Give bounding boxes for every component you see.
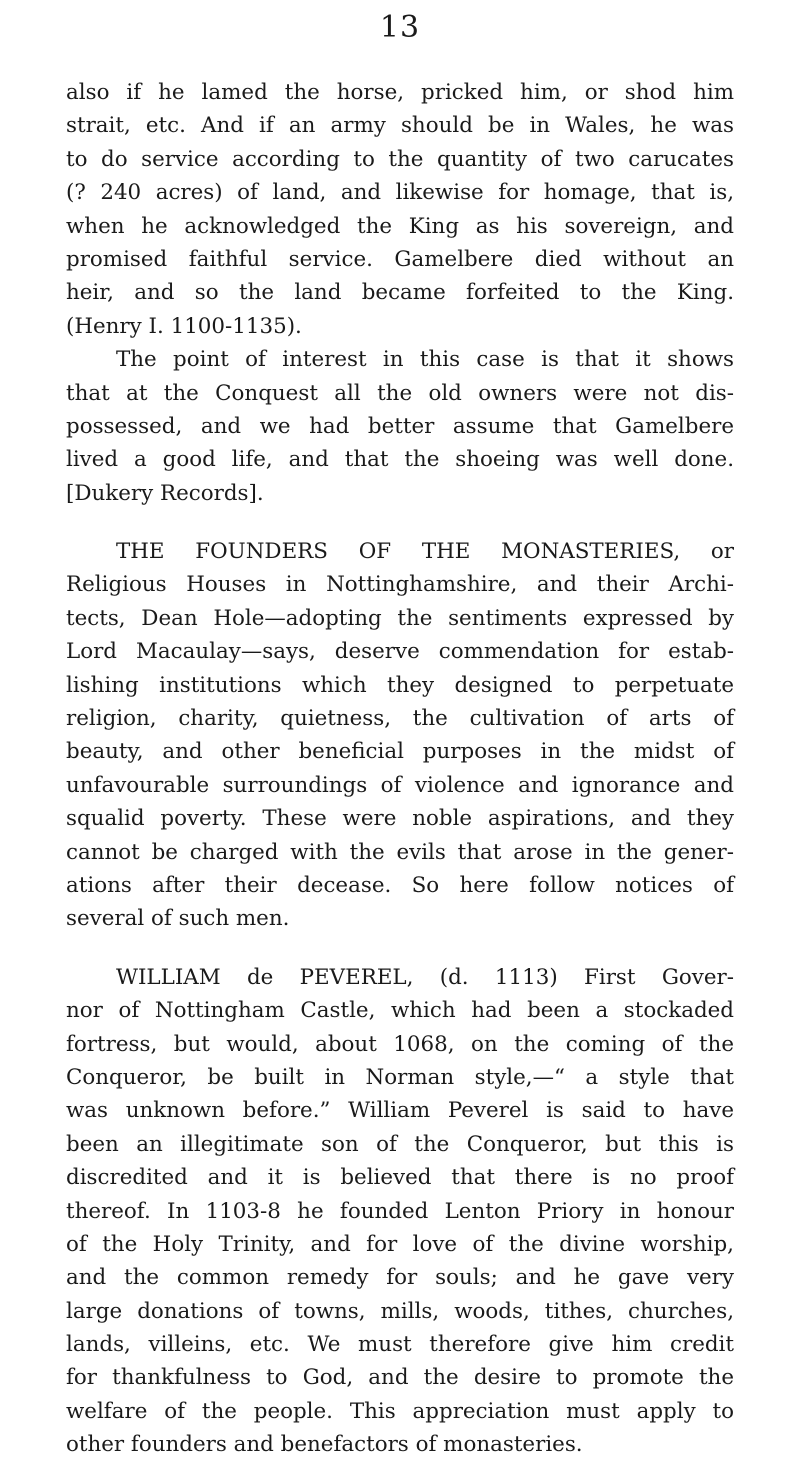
text-line: lived a good life, and that the shoeing was well done.: [66, 447, 734, 473]
text-line: to do service according to the quantity of two carucates: [66, 146, 734, 172]
text-line: other founders and benefactors of monasteries.: [66, 1432, 583, 1458]
text-line: The point of interest in this case is that it shows: [116, 347, 734, 373]
text-line: and the common remedy for souls; and he gave very: [66, 1265, 734, 1291]
text-line: welfare of the people. This appreciation must apply to: [66, 1398, 734, 1424]
text-line: [Dukery Records].: [66, 480, 264, 506]
text-line: thereof. In 1103-8 he founded Lenton Priory in honour: [66, 1198, 734, 1224]
text-line: that at the Conquest all the old owners were not dis-: [66, 380, 734, 406]
text-line: for thankfulness to God, and the desire to promote the: [66, 1365, 734, 1391]
paragraph-gamelbere-continued: [66, 76, 734, 343]
text-line: of the Holy Trinity, and for love of the divine worship,: [66, 1231, 734, 1257]
text-line: (? 240 acres) of land, and likewise for homage, that is,: [66, 180, 734, 206]
text-line: Religious Houses in Nottinghamshire, and their Archi-: [66, 572, 734, 598]
text-line: tects, Dean Hole—adopting the sentiments expressed by: [66, 605, 734, 631]
text-line: strait, etc. And if an army should be in Wales, he was: [66, 113, 734, 139]
body-text: [66, 76, 734, 1462]
text-line: (Henry I. 1100-1135).: [66, 313, 302, 339]
text-line: heir, and so the land became forfeited to the King.: [66, 280, 734, 306]
text-line: large donations of towns, mills, woods, tithes, churches,: [66, 1298, 734, 1324]
text-line: Lord Macaulay—says, deserve commendation for estab-: [66, 639, 734, 665]
text-line: been an illegitimate son of the Conqueror, but this is: [66, 1131, 734, 1157]
text-line: cannot be charged with the evils that arose in the gener-: [66, 839, 734, 865]
paragraph-point-of-interest: [66, 343, 734, 510]
text-line: when he acknowledged the King as his sovereign, and: [66, 213, 734, 239]
text-line: lands, villeins, etc. We must therefore give him credit: [66, 1332, 734, 1358]
text-line: squalid poverty. These were noble aspirations, and they: [66, 806, 734, 832]
page-number: 13: [379, 10, 421, 45]
text-line: several of such men.: [66, 906, 290, 932]
text-line: WILLIAM de PEVEREL, (d. 1113) First Gover-: [116, 964, 734, 990]
text-line: discredited and it is believed that there is no proof: [66, 1165, 734, 1191]
text-line: also if he lamed the horse, pricked him, or shod him: [66, 80, 734, 105]
text-line: THE FOUNDERS OF THE MONASTERIES, or: [116, 539, 734, 565]
text-line: nor of Nottingham Castle, which had been a stockaded: [66, 998, 734, 1024]
paragraph-william-de-peverel: [66, 961, 734, 1462]
text-line: ations after their decease. So here follow notices of: [66, 872, 734, 898]
text-line: unfavourable surroundings of violence and ignorance and: [66, 772, 734, 798]
text-line: promised faithful service. Gamelbere died without an: [66, 246, 734, 272]
text-line: fortress, but would, about 1068, on the coming of the: [66, 1031, 734, 1057]
text-line: Conqueror, be built in Norman style,—“ a style that: [66, 1064, 734, 1090]
paragraph-founders-of-monasteries: [66, 535, 734, 936]
paragraph-gap: [66, 936, 734, 961]
text-line: possessed, and we had better assume that Gamelbere: [66, 413, 734, 439]
text-line: religion, charity, quietness, the cultivation of arts of: [66, 706, 734, 732]
text-line: lishing institutions which they designed to perpetuate: [66, 672, 734, 698]
text-line: was unknown before.” William Peverel is said to have: [66, 1098, 734, 1124]
text-line: beauty, and other beneficial purposes in the midst of: [66, 739, 734, 765]
paragraph-gap: [66, 510, 734, 535]
